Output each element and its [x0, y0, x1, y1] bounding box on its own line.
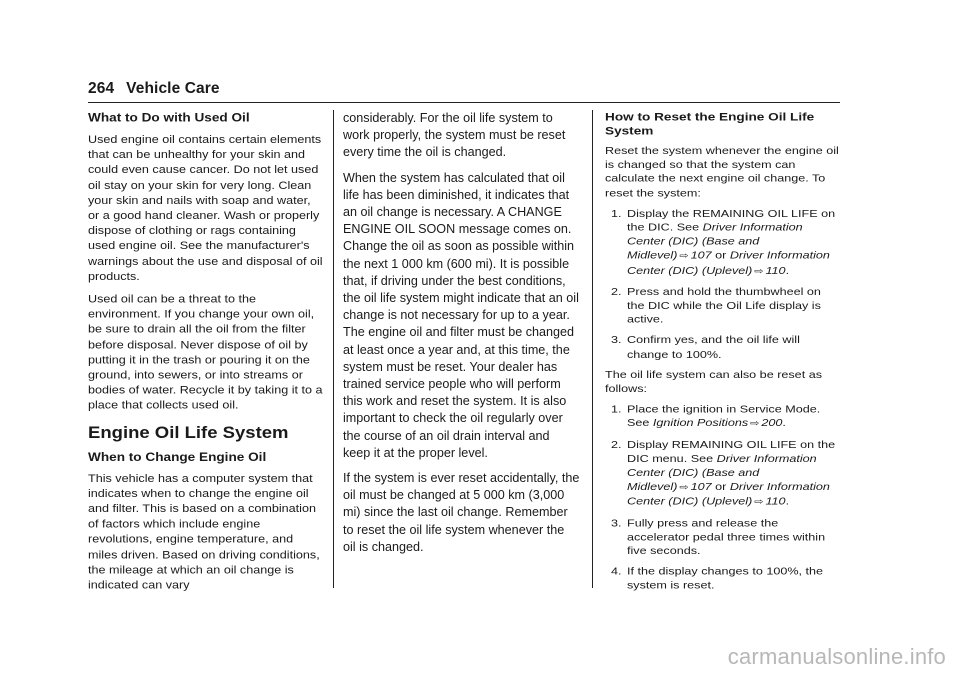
step-text: Confirm yes, and the oil life will change to 100%.: [627, 334, 800, 360]
page-ref-arrow-icon: ⇨: [754, 497, 764, 508]
step-text: .: [782, 417, 786, 430]
heading-oil-life-system: Engine Oil Life System: [88, 422, 289, 442]
page-header: [88, 80, 220, 98]
reference-link[interactable]: Driver Information Center (DIC) (Base and Midlevel): [627, 453, 817, 493]
step-text: Display REMAINING OIL LIFE on the DIC menu. See: [627, 438, 836, 465]
column-2: [343, 110, 580, 564]
paragraph-alt-reset-intro: The oil life system can also be reset as follows:: [605, 369, 822, 395]
heading-reset-oil-life: How to Reset the Engine Oil Life System: [605, 110, 815, 137]
paragraph-used-oil-health: Used engine oil contains certain elements that can be unhealthy for your skin and could even cause cancer. Do not let used oil stay on your skin for very long. Clean your skin and nails with soap and water, or a good hand cleaner. Wash or properly dispose of clothing or rags containing used engine oil. See the manufacturer's warnings about the use and disposal of oil products.: [88, 133, 323, 283]
step-number: 4.: [611, 565, 622, 578]
paragraph-reset-intro: Reset the system whenever the engine oil is changed so that the system can calculate the next engine oil change. To reset the system:: [605, 145, 839, 199]
reset-steps-list: [605, 207, 841, 362]
column-divider-1: [333, 110, 334, 588]
column-divider-2: [592, 110, 593, 588]
step-number: 3.: [611, 334, 622, 346]
list-item: [605, 207, 841, 279]
page-ref-arrow-icon: ⇨: [679, 251, 689, 262]
reference-link[interactable]: Driver Information Center (DIC) (Uplevel): [627, 481, 830, 508]
paragraph-when-to-change: This vehicle has a computer system that indicates when to change the engine oil and filter. This is based on a combination of factors which include engine revolutions, engine temperature, and miles driven. Based on driving conditions, the mileage at which an oil change is indicated can vary: [88, 472, 320, 592]
step-text: or: [711, 481, 730, 493]
page-number: 264: [88, 80, 115, 97]
heading-used-oil: What to Do with Used Oil: [88, 110, 250, 125]
step-text: If the display changes to 100%, the system is reset.: [627, 565, 824, 592]
list-item: [605, 565, 841, 593]
page-reference[interactable]: 200: [761, 417, 783, 430]
page-reference[interactable]: 110: [765, 264, 786, 276]
step-number: 1.: [611, 403, 622, 416]
list-item: [605, 403, 841, 432]
section-title: Vehicle Care: [126, 80, 220, 97]
step-text: Press and hold the thumbwheel on the DIC while the Oil Life display is active.: [627, 285, 821, 326]
column-3: [605, 110, 841, 600]
header-rule: [88, 102, 840, 103]
step-text: Display the REMAINING OIL LIFE on the DIC. See: [627, 207, 836, 234]
step-text: or: [711, 249, 730, 262]
column-1: [88, 110, 324, 600]
step-text: .: [785, 264, 790, 276]
step-text: Fully press and release the accelerator pedal three times within five seconds.: [627, 517, 826, 557]
paragraph-change-oil-message: When the system has calculated that oil life has been diminished, it indicates that an oil change is necessary. A CHANGE ENGINE OIL SOON message comes on. Change the oil as soon as possible within the next 1 000 km (600 mi). It is possible that, if driving under the best conditions, the oil life system might indicate that an oil change is not necessary for up to a year. The engine oil and filter must be changed at least once a year and, at this time, the system must be reset. Your dealer has trained service people who will perform this work and reset the system. It is also important to check the oil regularly over the course of an oil drain interval and keep it at the proper level.: [343, 170, 579, 460]
paragraph-accidental-reset: If the system is ever reset accidentally, the oil must be changed at 5 000 km (3,000 mi) since the last oil change. Remember to reset the oil life system whenever the oil is changed.: [343, 471, 580, 554]
page-reference[interactable]: 110: [765, 495, 786, 508]
paragraph-used-oil-environment: Used oil can be a threat to the environment. If you change your own oil, be sure to drain all the oil from the filter before disposal. Never dispose of oil by putting it in the trash or pouring it on the ground, into sewers, or into streams or bodies of water. Recycle it by taking it to a place that collects used oil.: [88, 292, 323, 412]
reference-link[interactable]: Driver Information Center (DIC) (Uplevel): [627, 249, 830, 276]
page-reference[interactable]: 107: [690, 481, 712, 493]
heading-when-to-change: When to Change Engine Oil: [88, 449, 267, 464]
step-text: .: [785, 495, 790, 508]
alt-reset-steps-list: [605, 403, 841, 593]
page-reference[interactable]: 107: [690, 249, 712, 262]
step-number: 1.: [611, 207, 622, 220]
step-number: 2.: [611, 285, 622, 298]
list-item: [605, 285, 841, 327]
reference-link[interactable]: Ignition Positions: [652, 417, 749, 430]
page-ref-arrow-icon: ⇨: [679, 482, 689, 493]
page-ref-arrow-icon: ⇨: [750, 419, 760, 430]
list-item: [605, 438, 841, 510]
list-item: [605, 334, 841, 362]
reference-link[interactable]: Driver Information Center (DIC) (Base and Midlevel): [627, 221, 803, 262]
step-number: 2.: [611, 438, 622, 451]
paragraph-continued: considerably. For the oil life system to work properly, the system must be reset every time the oil is changed.: [343, 111, 566, 160]
step-text: Place the ignition in Service Mode. See: [627, 403, 821, 430]
list-item: [605, 516, 841, 558]
step-number: 3.: [611, 517, 622, 529]
page-ref-arrow-icon: ⇨: [754, 266, 764, 276]
watermark: carmanualsonline.info: [727, 644, 946, 669]
